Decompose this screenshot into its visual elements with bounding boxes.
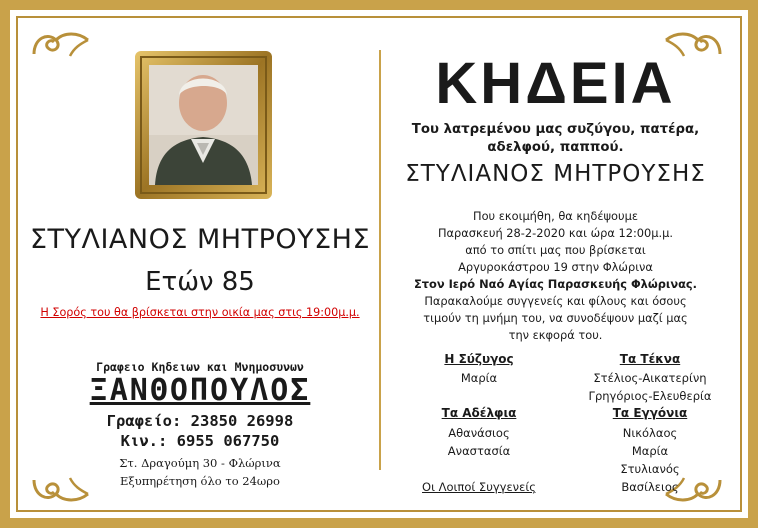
child-name: Στέλιος-Αικατερίνη bbox=[593, 371, 707, 385]
other-relatives: Οι Λοιποί Συγγενείς bbox=[422, 480, 536, 494]
deceased-name-right: ΣΤΥΛΙΑΝΟΣ ΜΗΤΡΟΥΣΗΣ bbox=[405, 161, 706, 187]
office-address: Στ. Δραγούμη 30 - Φλώρινα bbox=[119, 456, 281, 470]
siblings-heading: Τα Αδέλφια bbox=[441, 406, 517, 420]
grandchildren-heading: Τα Εγγόνια bbox=[612, 406, 688, 420]
body-line: από το σπίτι μας που βρίσκεται bbox=[465, 243, 646, 257]
center-divider bbox=[379, 50, 381, 470]
spouse-name: Μαρία bbox=[460, 371, 498, 385]
body-line: Παρασκευή 28-2-2020 και ώρα 12:00μ.μ. bbox=[437, 226, 674, 240]
funeral-home-brand: ΞΑΝΘΟΠΟΥΛΟΣ bbox=[89, 373, 311, 408]
children-heading: Τα Τέκνα bbox=[619, 352, 681, 366]
announcement-title: ΚΗΔΕΙΑ bbox=[435, 51, 676, 116]
grandchild-name: Νικόλαος bbox=[622, 426, 678, 440]
age-label: Ετών 85 bbox=[145, 267, 255, 297]
body-line: Που εκοιμήθη, θα κηδέψουμε bbox=[473, 209, 638, 223]
body-line: τιμούν τη μνήμη του, να συνοδέψουν μαζί μας bbox=[423, 311, 688, 325]
intro-line-1: Του λατρεμένου μας συζύγου, πατέρα, bbox=[411, 122, 700, 137]
announcement-body bbox=[383, 208, 728, 344]
sibling-name: Αθανάσιος bbox=[448, 426, 510, 440]
body-line: την εκφορά του. bbox=[508, 328, 603, 342]
service-hours: Εξυπηρέτηση όλο το 24ωρο bbox=[120, 474, 280, 488]
grandchild-name: Στυλιανός bbox=[620, 462, 680, 476]
body-line: Αργυροκάστρου 19 στην Φλώρινα bbox=[458, 260, 653, 274]
mobile-phone: Κιν.: 6955 067750 bbox=[120, 432, 280, 450]
deceased-name-left: ΣΤΥΛΙΑΝΟΣ ΜΗΤΡΟΥΣΗΣ bbox=[29, 224, 371, 255]
spouse-heading: Η Σύζυγος bbox=[444, 352, 514, 366]
body-line: Παρακαλούμε συγγενείς και φίλους και όσους bbox=[424, 294, 687, 308]
grandchild-name: Βασίλειος bbox=[621, 480, 679, 494]
child-name: Γρηγόριος-Ελευθερία bbox=[588, 389, 712, 403]
funeral-office-label: Γραφειο Κηδειων και Μνημοσυνων bbox=[96, 360, 304, 374]
sibling-name: Αναστασία bbox=[447, 444, 511, 458]
intro-text bbox=[383, 121, 728, 157]
portrait-photo bbox=[135, 51, 272, 199]
ornament-scroll-icon bbox=[30, 26, 92, 60]
church-line: Στον Ιερό Ναό Αγίας Παρασκευής Φλώρινας. bbox=[413, 277, 698, 291]
office-phone: Γραφείο: 23850 26998 bbox=[106, 412, 294, 430]
wake-notice: Η Σορός του θα βρίσκεται στην οικία μας στις 19:00μ.μ. bbox=[40, 306, 360, 319]
grandchild-name: Μαρία bbox=[631, 444, 669, 458]
intro-line-2: αδελφού, παππού. bbox=[487, 140, 624, 155]
